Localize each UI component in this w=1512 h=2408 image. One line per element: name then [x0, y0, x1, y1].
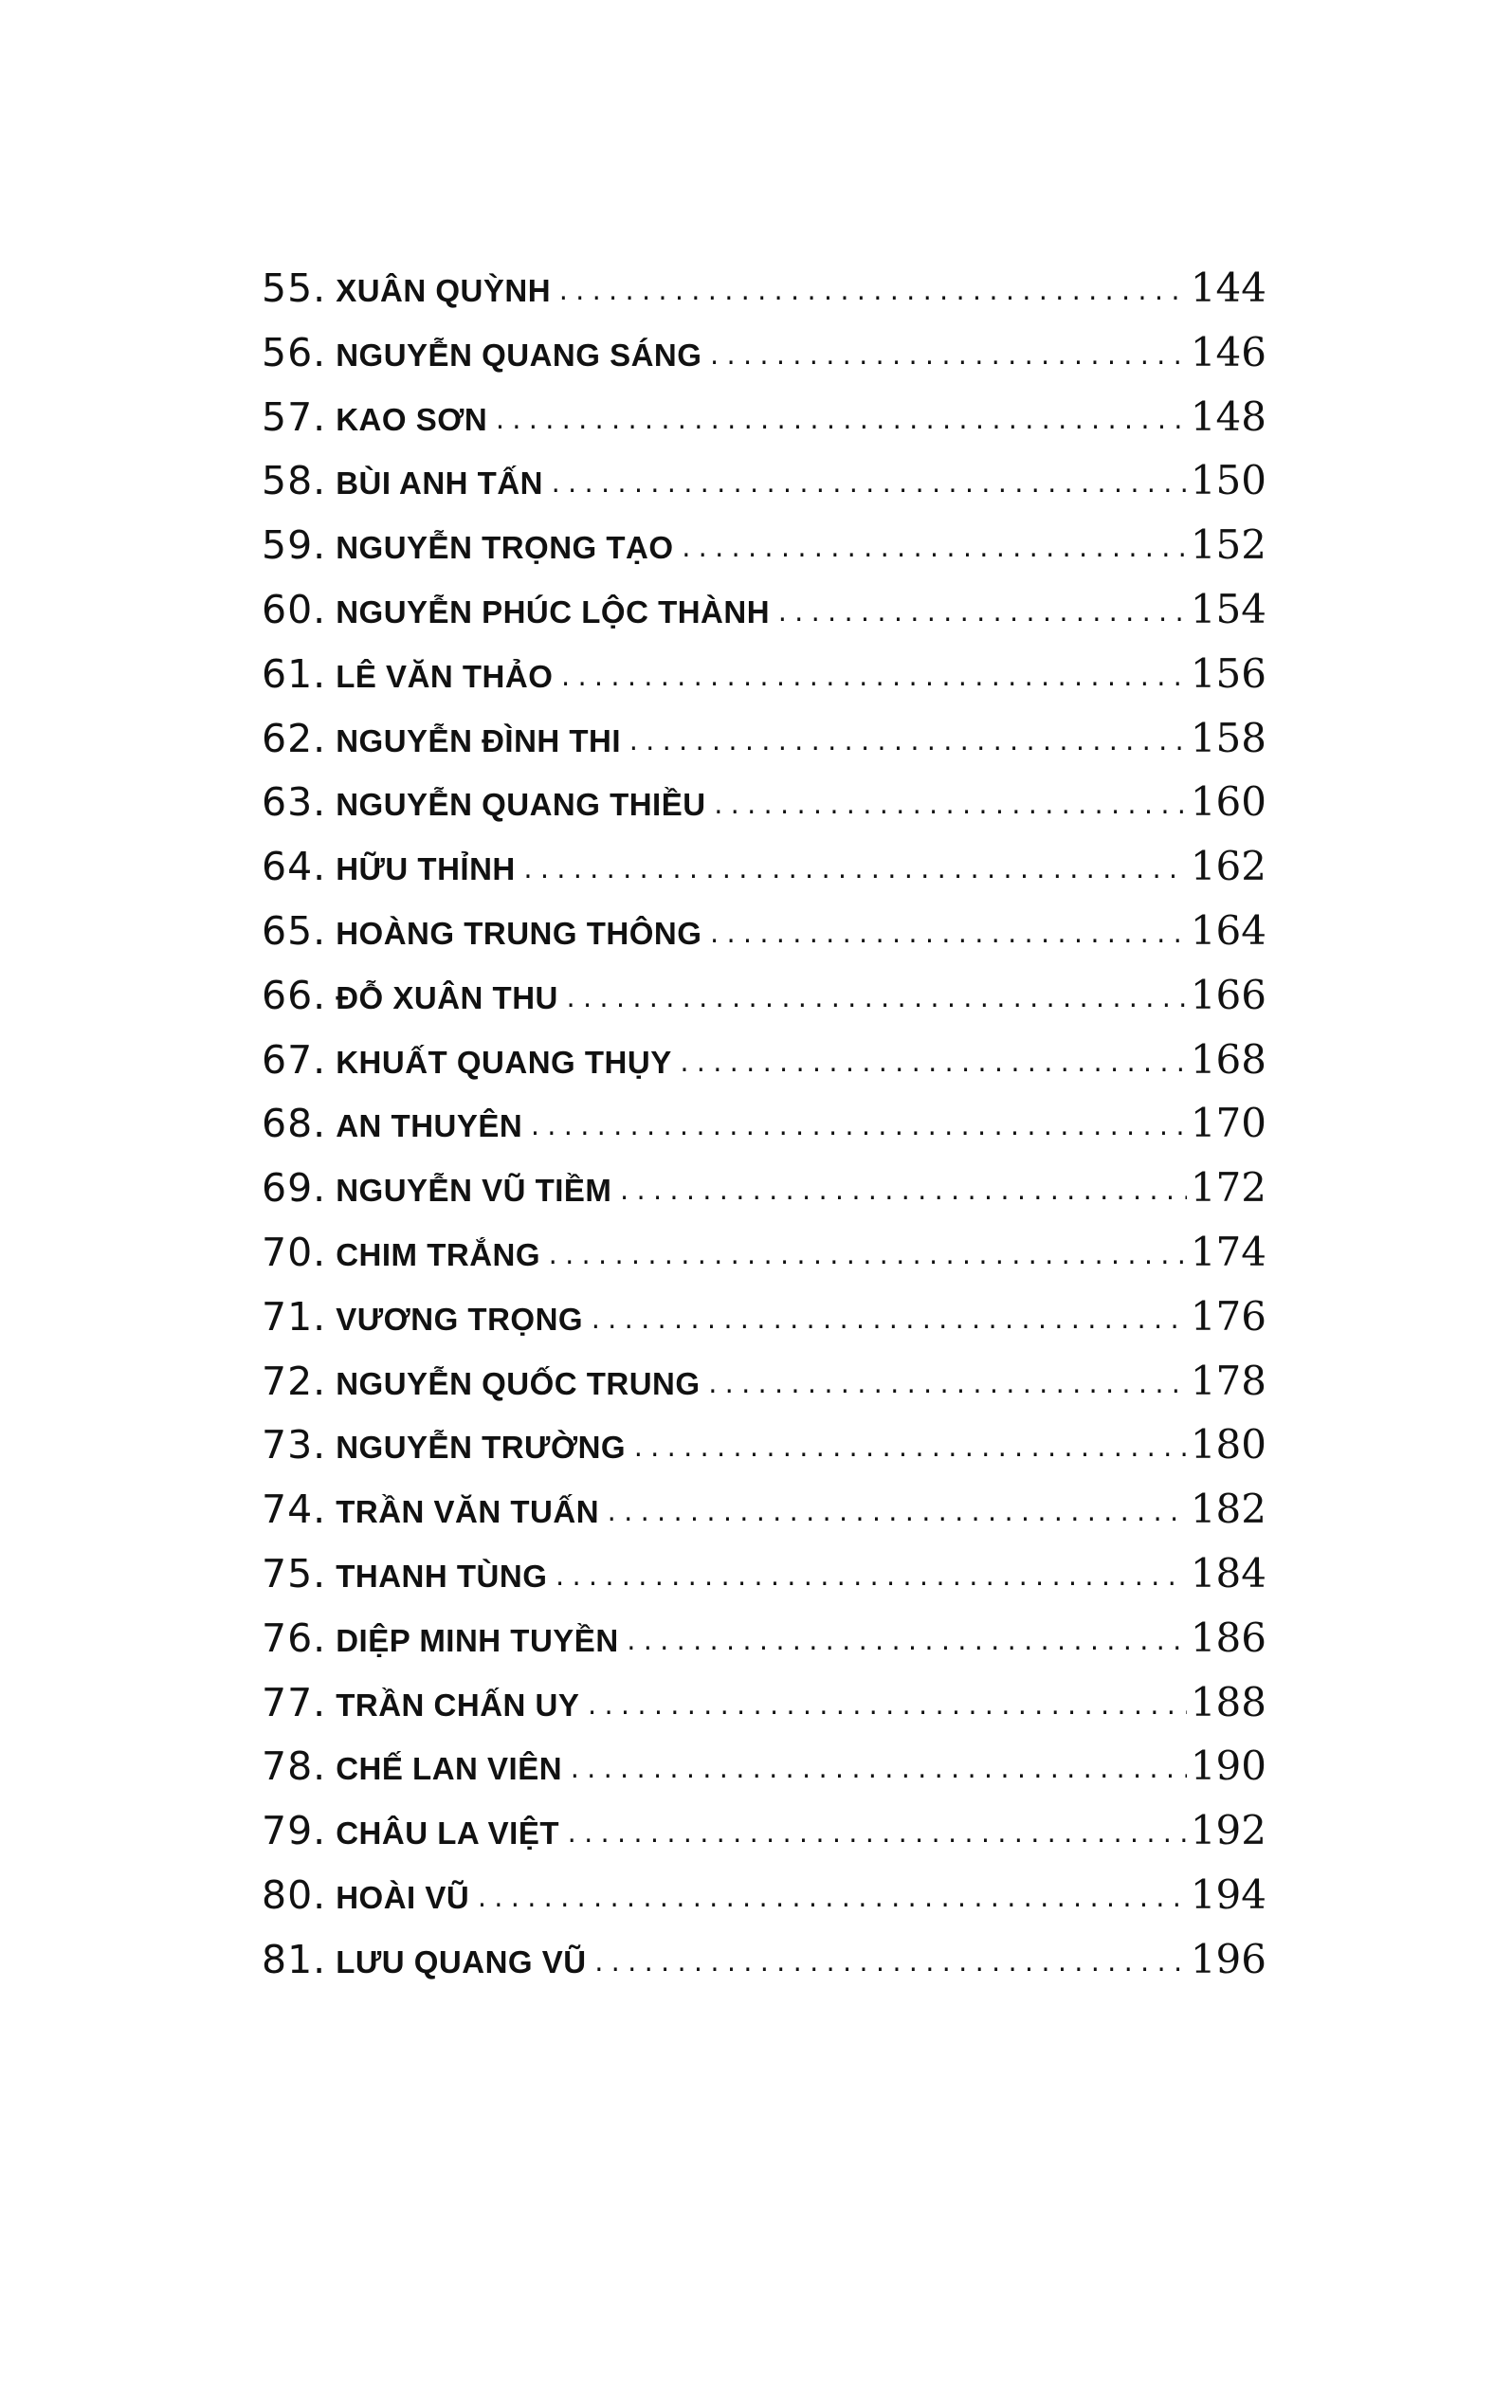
entry-title: THANH TÙNG — [336, 1558, 548, 1594]
table-of-contents — [262, 256, 1266, 1992]
entry-number: 74. — [262, 1487, 327, 1533]
dot-leader — [678, 1032, 1187, 1097]
entry-page-number: 146 — [1190, 328, 1266, 375]
toc-entry — [262, 834, 1266, 899]
entry-number: 81. — [262, 1936, 327, 1982]
entry-number: 72. — [262, 1358, 327, 1404]
entry-page-number: 164 — [1190, 906, 1266, 954]
entry-number: 66. — [262, 972, 327, 1018]
dot-leader — [680, 518, 1187, 582]
entry-title: TRẦN CHẤN UY — [336, 1687, 580, 1723]
toc-entry — [262, 1670, 1266, 1735]
entry-number: 56. — [262, 329, 327, 375]
dot-leader — [605, 1482, 1187, 1546]
entry-title: NGUYỄN QUỐC TRUNG — [336, 1365, 701, 1401]
dot-leader — [617, 1160, 1186, 1225]
entry-title: LƯU QUANG VŨ — [336, 1943, 587, 1979]
toc-entry — [262, 1927, 1266, 1992]
entry-page-number: 188 — [1190, 1678, 1266, 1725]
dot-leader — [553, 1546, 1186, 1611]
entry-number: 80. — [262, 1871, 327, 1918]
entry-title: KHUẤT QUANG THỤY — [336, 1044, 672, 1080]
entry-number: 71. — [262, 1293, 327, 1340]
entry-title: HỮU THỈNH — [336, 851, 516, 887]
toc-entry — [262, 1606, 1266, 1670]
toc-entry — [262, 577, 1266, 642]
entry-number: 78. — [262, 1743, 327, 1790]
toc-entry — [262, 706, 1266, 771]
entry-page-number: 178 — [1190, 1357, 1266, 1404]
entry-title: TRẦN VĂN TUẤN — [336, 1494, 600, 1530]
dot-leader — [625, 1611, 1187, 1675]
entry-page-number: 196 — [1190, 1935, 1266, 1982]
entry-title: BÙI ANH TẤN — [336, 465, 543, 502]
entry-page-number: 192 — [1190, 1807, 1266, 1854]
entry-number: 62. — [262, 715, 327, 761]
entry-number: 77. — [262, 1679, 327, 1725]
entry-title: LÊ VĂN THẢO — [336, 658, 554, 694]
entry-title: NGUYỄN TRƯỜNG — [336, 1430, 627, 1466]
dot-leader — [475, 1868, 1187, 1932]
toc-entry — [262, 1028, 1266, 1092]
toc-entry — [262, 963, 1266, 1028]
entry-page-number: 154 — [1190, 585, 1266, 632]
toc-entry — [262, 1285, 1266, 1349]
entry-page-number: 144 — [1190, 265, 1266, 311]
dot-leader — [585, 1675, 1186, 1740]
dot-leader — [564, 968, 1187, 1032]
entry-title: KAO SƠN — [336, 401, 488, 437]
entry-number: 79. — [262, 1808, 327, 1854]
entry-title: CHÂU LA VIỆT — [336, 1815, 559, 1852]
dot-leader — [712, 775, 1187, 839]
entry-number: 59. — [262, 522, 327, 569]
entry-number: 67. — [262, 1036, 327, 1083]
dot-leader — [549, 453, 1187, 518]
entry-number: 61. — [262, 650, 327, 697]
entry-number: 60. — [262, 586, 327, 632]
toc-entry — [262, 385, 1266, 449]
entry-number: 58. — [262, 458, 327, 504]
toc-entry — [262, 1477, 1266, 1541]
entry-number: 68. — [262, 1101, 327, 1147]
toc-entry — [262, 1863, 1266, 1927]
entry-number: 70. — [262, 1229, 327, 1275]
dot-leader — [556, 261, 1187, 325]
toc-entry — [262, 1734, 1266, 1798]
entry-title: AN THUYÊN — [336, 1108, 523, 1144]
toc-entry — [262, 448, 1266, 513]
dot-leader — [707, 325, 1186, 390]
dot-leader — [775, 582, 1187, 647]
entry-title: HOÀNG TRUNG THÔNG — [336, 915, 702, 951]
toc-entry — [262, 1156, 1266, 1220]
entry-title: NGUYỄN TRỌNG TẠO — [336, 530, 674, 566]
entry-number: 75. — [262, 1550, 327, 1596]
entry-page-number: 180 — [1190, 1421, 1266, 1469]
toc-entry — [262, 256, 1266, 320]
entry-number: 57. — [262, 393, 327, 440]
entry-page-number: 166 — [1190, 971, 1266, 1018]
entry-title: HOÀI VŨ — [336, 1879, 470, 1915]
dot-leader — [592, 1932, 1187, 1997]
dot-leader — [589, 1289, 1187, 1354]
entry-number: 63. — [262, 779, 327, 826]
entry-page-number: 148 — [1190, 392, 1266, 440]
entry-page-number: 186 — [1190, 1614, 1266, 1661]
entry-page-number: 194 — [1190, 1870, 1266, 1918]
entry-title: DIỆP MINH TUYỀN — [336, 1622, 619, 1658]
entry-page-number: 184 — [1190, 1549, 1266, 1596]
entry-number: 73. — [262, 1422, 327, 1469]
entry-title: NGUYỄN ĐÌNH THI — [336, 722, 622, 758]
entry-page-number: 150 — [1190, 457, 1266, 504]
entry-page-number: 182 — [1190, 1486, 1266, 1533]
toc-entry — [262, 1349, 1266, 1414]
dot-leader — [558, 647, 1186, 711]
toc-entry — [262, 642, 1266, 706]
entry-title: ĐỖ XUÂN THU — [336, 979, 558, 1015]
dot-leader — [565, 1803, 1187, 1868]
entry-page-number: 158 — [1190, 714, 1266, 761]
toc-entry — [262, 1220, 1266, 1285]
dot-leader — [546, 1225, 1187, 1289]
dot-leader — [568, 1739, 1187, 1803]
toc-entry — [262, 513, 1266, 577]
entry-page-number: 156 — [1190, 649, 1266, 697]
entry-number: 76. — [262, 1614, 327, 1661]
dot-leader — [528, 1096, 1187, 1160]
entry-title: NGUYỄN VŨ TIỀM — [336, 1173, 612, 1209]
entry-title: CHIM TRẮNG — [336, 1236, 541, 1272]
toc-entry — [262, 899, 1266, 963]
dot-leader — [706, 1354, 1187, 1418]
toc-entry — [262, 1541, 1266, 1606]
entry-title: CHẾ LAN VIÊN — [336, 1751, 563, 1787]
toc-entry — [262, 1091, 1266, 1156]
dot-leader — [627, 711, 1187, 775]
dot-leader — [631, 1417, 1187, 1482]
toc-entry — [262, 1413, 1266, 1477]
entry-page-number: 168 — [1190, 1035, 1266, 1083]
entry-number: 65. — [262, 907, 327, 954]
toc-entry — [262, 770, 1266, 834]
entry-page-number: 152 — [1190, 521, 1266, 569]
entry-page-number: 190 — [1190, 1742, 1266, 1790]
entry-page-number: 174 — [1190, 1228, 1266, 1275]
entry-title: NGUYỄN QUANG SÁNG — [336, 337, 702, 373]
entry-page-number: 176 — [1190, 1292, 1266, 1340]
entry-page-number: 172 — [1190, 1164, 1266, 1212]
entry-page-number: 160 — [1190, 778, 1266, 826]
toc-entry — [262, 1798, 1266, 1863]
entry-title: NGUYỄN QUANG THIỀU — [336, 787, 706, 823]
entry-title: NGUYỄN PHÚC LỘC THÀNH — [336, 593, 771, 629]
entry-page-number: 162 — [1190, 843, 1266, 890]
entry-title: VƯƠNG TRỌNG — [336, 1301, 584, 1337]
toc-entry — [262, 320, 1266, 385]
entry-title: XUÂN QUỲNH — [336, 273, 552, 308]
dot-leader — [521, 839, 1187, 903]
entry-number: 69. — [262, 1165, 327, 1212]
dot-leader — [493, 390, 1187, 454]
entry-number: 55. — [262, 265, 327, 311]
entry-number: 64. — [262, 844, 327, 890]
dot-leader — [707, 903, 1186, 968]
entry-page-number: 170 — [1190, 1100, 1266, 1147]
